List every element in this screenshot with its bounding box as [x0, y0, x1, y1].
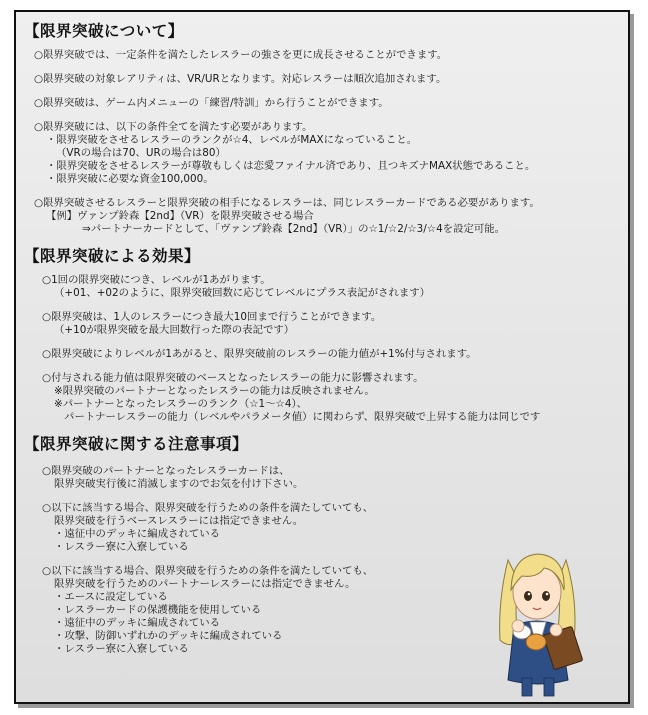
paragraph: [34, 197, 622, 236]
text-line: ・限界突破をさせるレスラーのランクが☆4、レベルがMAXになっていること。: [46, 134, 418, 146]
paragraph: [34, 121, 622, 186]
paragraph: [34, 73, 622, 86]
paragraph: [42, 311, 622, 337]
text-line: ※パートナーとなったレスラーのランク（☆1～☆4）、: [54, 398, 308, 410]
text-line: ・限界突破に必要な資金100,000。: [46, 173, 214, 185]
paragraph: [42, 372, 622, 424]
text-line: ・遠征中のデッキに編成されている: [54, 528, 221, 540]
text-line: ○以下に該当する場合、限界突破を行うための条件を満たしていても、: [42, 565, 374, 577]
text-line: （+01、+02のように、限界突破回数に応じてレベルにプラス表記がされます）: [54, 287, 431, 299]
text-line: ○限界突破のパートナーとなったレスラーカードは、: [42, 465, 290, 477]
text-line: ○限界突破の対象レアリティは、VR/URとなります。対応レスラーは順次追加されます。: [34, 73, 447, 85]
text-line: ○1回の限界突破につき、レベルが1あがります。: [42, 274, 271, 286]
paragraph: [42, 465, 622, 491]
section-about: [24, 22, 622, 236]
text-line: ・限界突破をさせるレスラーが尊敬もしくは恋愛ファイナル済であり、且つキズナMAX状態であること。: [46, 160, 536, 172]
paragraph: [42, 274, 622, 300]
text-line: パートナーレスラーの能力（レベルやパラメータ値）に関わらず、限界突破で上昇する能力は同じです: [64, 411, 541, 423]
paragraph: [34, 97, 622, 110]
text-line: ⇒パートナーカードとして、「ヴァンプ鈴森【2nd】（VR）」の☆1/☆2/☆3/☆4を設定可能。: [82, 223, 506, 235]
text-line: ○限界突破は、1人のレスラーにつき最大10回まで行うことができます。: [42, 311, 382, 323]
text-line: ○限界突破には、以下の条件全てを満たす必要があります。: [34, 121, 313, 133]
text-line: （+10が限界突破を最大回数行った際の表記です）: [54, 324, 295, 336]
character-illustration-icon: [478, 530, 598, 700]
text-line: ○限界突破させるレスラーと限界突破の相手になるレスラーは、同じレスラーカードである必要があります。: [34, 197, 540, 209]
text-line: ○限界突破は、ゲーム内メニューの「練習/特訓」から行うことができます。: [34, 97, 389, 109]
text-line: ・レスラー寮に入寮している: [54, 541, 189, 553]
paragraph: [42, 348, 622, 361]
section-effects: [24, 247, 622, 424]
text-line: 【例】ヴァンプ鈴森【2nd】（VR）を限界突破させる場合: [46, 210, 314, 222]
section-heading: 【限界突破について】: [24, 22, 184, 40]
text-line: ・エースに設定している: [54, 591, 168, 603]
text-line: ※限界突破のパートナーとなったレスラーの能力は反映されません。: [54, 385, 375, 397]
text-line: 限界突破を行うためのパートナーレスラーには指定できません。: [54, 578, 356, 590]
text-line: ○限界突破では、一定条件を満たしたレスラーの強さを更に成長させることができます。: [34, 49, 448, 61]
text-line: ○限界突破によりレベルが1あがると、限界突破前のレスラーの能力値が+1%付与されます。: [42, 348, 477, 360]
text-line: ・レスラー寮に入寮している: [54, 643, 189, 655]
text-line: 限界突破実行後に消滅しますのでお気を付け下さい。: [54, 478, 304, 490]
paragraph: [34, 49, 622, 62]
text-line: ・遠征中のデッキに編成されている: [54, 617, 221, 629]
text-line: （VRの場合は70、URの場合は80）: [56, 147, 226, 159]
text-line: ・レスラーカードの保護機能を使用している: [54, 604, 262, 616]
text-line: 限界突破を行うベースレスラーには指定できません。: [54, 515, 304, 527]
section-heading: 【限界突破に関する注意事項】: [24, 435, 249, 453]
text-line: ・攻撃、防御いずれかのデッキに編成されている: [54, 630, 283, 642]
text-line: ○付与される能力値は限界突破のベースとなったレスラーの能力に影響されます。: [42, 372, 424, 384]
section-heading: 【限界突破による効果】: [24, 247, 201, 265]
text-line: ○以下に該当する場合、限界突破を行うための条件を満たしていても、: [42, 502, 374, 514]
info-panel: [14, 10, 630, 704]
